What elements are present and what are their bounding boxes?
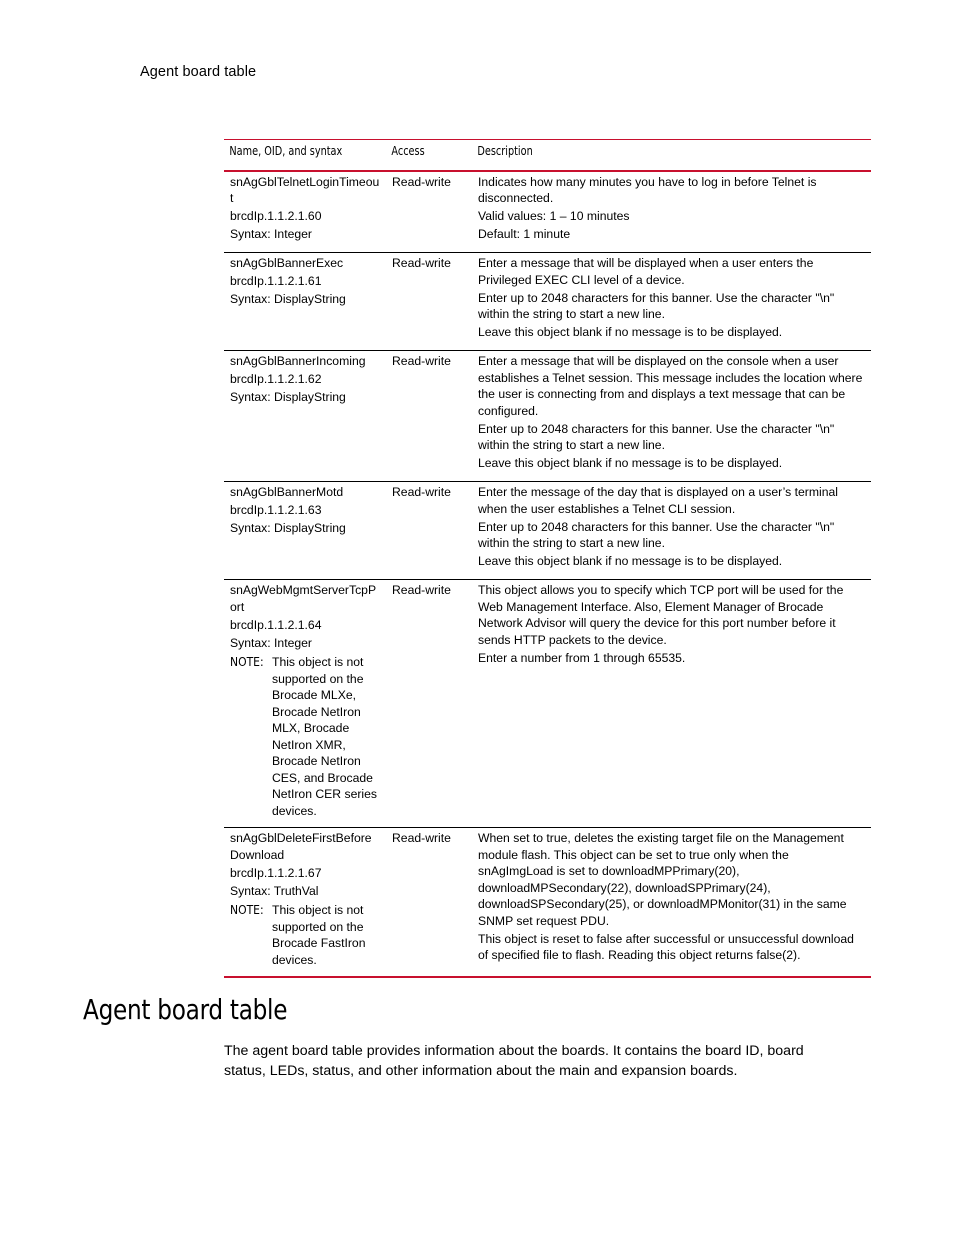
object-syntax: Syntax: DisplayString <box>230 292 346 306</box>
object-oid: brcdIp.1.1.2.1.67 <box>230 865 322 880</box>
description-cell <box>472 828 871 978</box>
name-cell <box>224 828 386 978</box>
description-paragraph: Enter up to 2048 characters for this banner. Use the character "\n" within the string to start a new line. <box>478 519 835 550</box>
header-description: Description <box>477 144 533 158</box>
description-paragraph: Enter a message that will be displayed on the console when a user establishes a Telnet session. This message includes the location where the user is connecting from and displays a text message that can be configured. <box>478 354 863 418</box>
header-name-oid-syntax: Name, OID, and syntax <box>229 144 343 158</box>
description-paragraph: Enter a message that will be displayed when a user enters the Privileged EXEC CLI level of a device. <box>478 256 814 287</box>
access-cell: Read-write <box>392 174 451 189</box>
name-cell <box>224 580 386 828</box>
table-row <box>224 828 871 978</box>
header-access: Access <box>391 144 425 158</box>
object-name: snAgGblBannerIncoming <box>230 354 366 368</box>
name-cell <box>224 351 386 482</box>
object-syntax: Syntax: DisplayString <box>230 390 346 404</box>
table-row <box>224 580 871 828</box>
object-name: snAgGblBannerMotd <box>230 485 344 499</box>
object-oid: brcdIp.1.1.2.1.63 <box>230 503 322 517</box>
description-paragraph: Enter up to 2048 characters for this banner. Use the character "\n" within the string to start a new line. <box>478 421 835 452</box>
object-oid: brcdIp.1.1.2.1.61 <box>230 274 322 288</box>
note-label: NOTE: <box>230 903 264 917</box>
table-header-row <box>224 140 871 171</box>
name-cell <box>224 482 386 580</box>
object-name: snAgGblTelnetLoginTimeout <box>230 174 380 205</box>
description-cell <box>472 482 871 580</box>
name-cell <box>224 253 386 351</box>
access-cell: Read-write <box>392 485 451 499</box>
mib-object-table <box>224 139 871 978</box>
description-paragraph: Enter up to 2048 characters for this banner. Use the character "\n" within the string to start a new line. <box>478 290 835 321</box>
object-syntax: Syntax: TruthVal <box>230 883 319 898</box>
section-intro: The agent board table provides information about the boards. It contains the board ID, board status, LEDs, status, and other information about the main and expansion boards. <box>224 1043 804 1079</box>
note <box>230 654 380 819</box>
object-oid: brcdIp.1.1.2.1.60 <box>230 209 322 223</box>
object-oid: brcdIp.1.1.2.1.64 <box>230 617 322 632</box>
table-row <box>224 253 871 351</box>
object-syntax: Syntax: Integer <box>230 635 312 650</box>
object-name: snAgWebMgmtServerTcpPort <box>230 583 377 614</box>
section-title: Agent board table <box>83 993 288 1026</box>
description-paragraph: When set to true, deletes the existing target file on the Management module flash. This object can be set to true only when the snAgImgLoad is set to downloadMPPrimary(20), downloadMPSecondary(22), downloadSPPrimary(24), downloadSPSecondary(25), or downloadMPMonitor(31) in the same SNMP set request PDU. <box>478 831 847 928</box>
access-cell: Read-write <box>392 831 451 845</box>
description-paragraph: Leave this object blank if no message is to be displayed. <box>478 325 783 339</box>
description-paragraph: Enter the message of the day that is displayed on a user’s terminal when the user establishes a Telnet CLI session. <box>478 485 838 516</box>
object-name: snAgGblDeleteFirstBeforeDownload <box>230 831 372 862</box>
object-oid: brcdIp.1.1.2.1.62 <box>230 372 322 386</box>
table-row <box>224 482 871 580</box>
access-cell: Read-write <box>392 256 451 270</box>
object-syntax: Syntax: Integer <box>230 227 312 241</box>
running-header: Agent board table <box>140 64 257 80</box>
description-paragraph: Indicates how many minutes you have to log in before Telnet is disconnected. <box>478 174 817 205</box>
access-cell: Read-write <box>392 583 451 597</box>
description-cell <box>472 351 871 482</box>
description-cell <box>472 253 871 351</box>
description-paragraph: Enter a number from 1 through 65535. <box>478 650 686 665</box>
description-paragraph: Leave this object blank if no message is to be displayed. <box>478 554 783 568</box>
table-row <box>224 171 871 253</box>
note-text: This object is not supported on the Brocade MLXe, Brocade NetIron MLX, Brocade NetIron XMR, Brocade NetIron CES, and Brocade NetIron CER series devices. <box>272 655 377 818</box>
note-label: NOTE: <box>230 655 264 669</box>
table-row <box>224 351 871 482</box>
note <box>230 902 380 968</box>
description-cell <box>472 580 871 828</box>
name-cell <box>224 171 386 253</box>
description-paragraph: Leave this object blank if no message is to be displayed. <box>478 456 783 470</box>
object-name: snAgGblBannerExec <box>230 256 344 270</box>
description-paragraph: Default: 1 minute <box>478 227 571 241</box>
object-syntax: Syntax: DisplayString <box>230 521 346 535</box>
note-text: This object is not supported on the Brocade FastIron devices. <box>272 903 366 967</box>
description-cell <box>472 171 871 253</box>
description-paragraph: This object is reset to false after successful or unsuccessful download of specified file to flash. Reading this object returns false(2). <box>478 931 854 962</box>
description-paragraph: This object allows you to specify which TCP port will be used for the Web Management Interface. Also, Element Manager of Brocade Network Advisor will query the device for this port number before it sends HTTP packets to the device. <box>478 583 844 647</box>
access-cell: Read-write <box>392 354 451 368</box>
description-paragraph: Valid values: 1 – 10 minutes <box>478 209 630 223</box>
